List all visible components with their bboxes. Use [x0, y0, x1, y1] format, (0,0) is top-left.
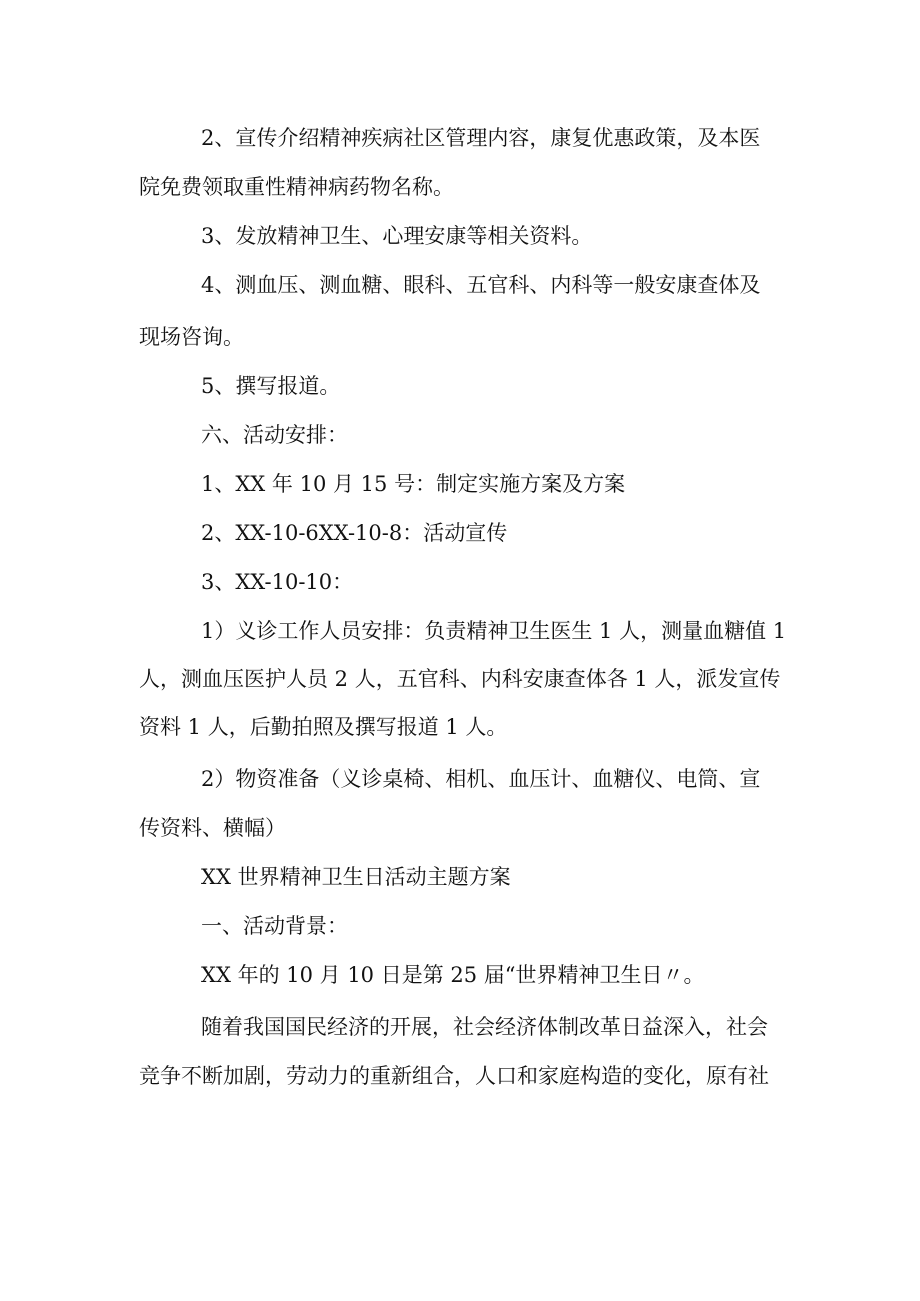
text-line: 传资料、横幅）: [139, 816, 286, 840]
text-line: 3、XX-10-10：: [201, 570, 354, 594]
text-line: 3、发放精神卫生、心理安康等相关资料。: [201, 224, 593, 248]
text-line: 竞争不断加剧，劳动力的重新组合，人口和家庭构造的变化，原有社: [139, 1064, 769, 1088]
text-line: 5、撰写报道。: [201, 374, 341, 398]
document-title: XX 世界精神卫生日活动主题方案: [201, 865, 511, 889]
text-line: XX 年的 10 月 10 日是第 25 届“世界精神卫生日〃。: [201, 963, 705, 987]
text-line: 院免费领取重性精神病药物名称。: [139, 175, 454, 199]
text-line: 1）义诊工作人员安排：负责精神卫生医生 1 人，测量血糖值 1: [201, 619, 787, 643]
text-line: 2、宣传介绍精神疾病社区管理内容，康复优惠政策，及本医: [201, 126, 761, 150]
text-line: 随着我国国民经济的开展，社会经济体制改革日益深入，社会: [201, 1015, 768, 1039]
text-line: 2、XX-10-6XX-10-8：活动宣传: [201, 521, 508, 545]
section-heading: 六、活动安排：: [201, 423, 348, 447]
text-line: 2）物资准备（义诊桌椅、相机、血压计、血糖仪、电筒、宣: [201, 767, 761, 791]
text-line: 1、XX 年 10 月 15 号：制定实施方案及方案: [201, 472, 626, 496]
text-line: 4、测血压、测血糖、眼科、五官科、内科等一般安康查体及: [201, 273, 761, 297]
text-line: 人，测血压医护人员 2 人，五官科、内科安康查体各 1 人，派发宣传: [139, 667, 781, 691]
section-heading: 一、活动背景：: [201, 914, 348, 938]
text-line: 资料 1 人，后勤拍照及撰写报道 1 人。: [139, 715, 508, 739]
text-line: 现场咨询。: [139, 325, 244, 349]
